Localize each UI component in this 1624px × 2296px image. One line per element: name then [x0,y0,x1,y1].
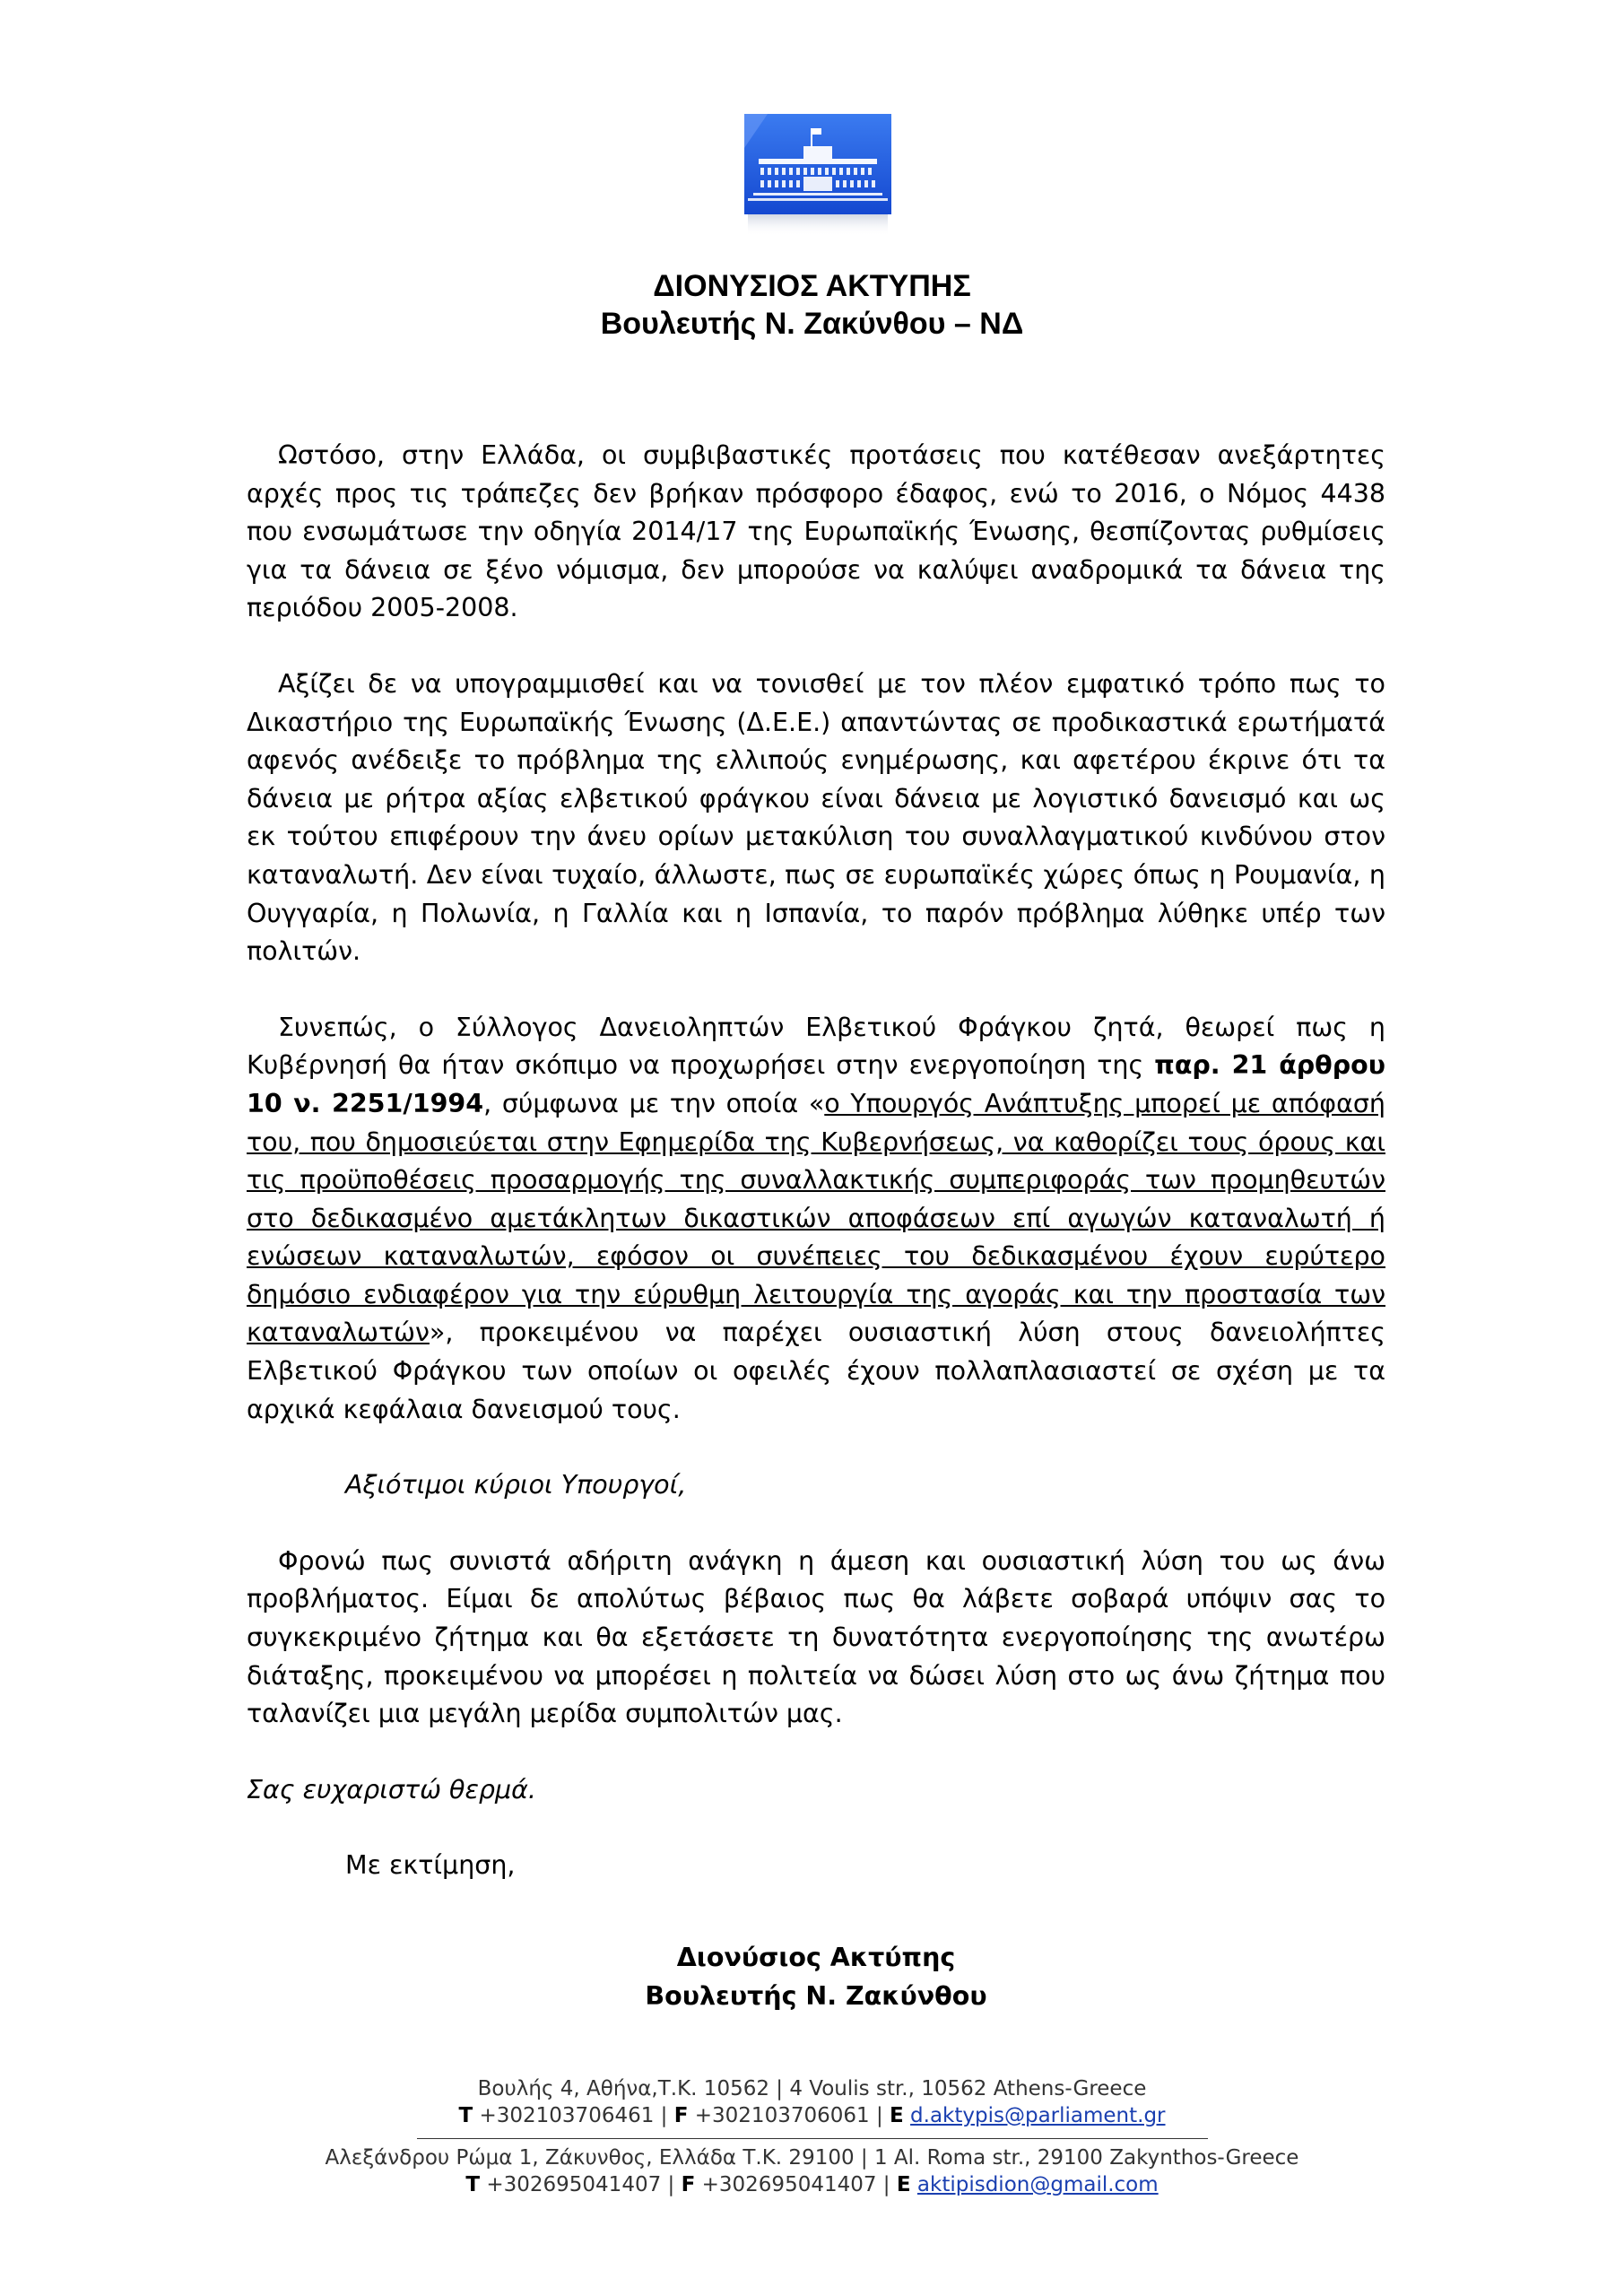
athens-contacts [0,2102,1624,2129]
letter-body [247,437,1385,1885]
email-link[interactable]: d.aktypis@parliament.gr [910,2104,1166,2127]
signature-title: Βουλευτής Ν. Ζακύνθου [645,1981,987,2011]
paragraph-text: Φρονώ πως συνιστά αδήριτη ανάγκη η άμεση και ουσιαστική λύση του ως άνω προβλήματος. Είμαι δε απολύτως βέβαιος πως θα λάβετε σοβαρά υπόψιν σας το συγκεκριμένο ζήτημα και θα εξετάσετε τη δυνατότητα ενεργοποίησης της ανωτέρω διάταξης, προκειμένου να μπορέσει η πολιτεία να δώσει λύση στο ως άνω ζήτημα που ταλανίζει μια μεγάλη μερίδα συμπολιτών μας. [247,1545,1385,1729]
author-title: Βουλευτής Ν. Ζακύνθου – ΝΔ [600,307,1024,341]
athens-address: Βουλής 4, Αθήνα,Τ.Κ. 10562 | 4 Voulis str., 10562 Athens-Greece [477,2077,1147,2100]
fax-number: +302695041407 | [701,2173,890,2196]
contact-footer [0,2075,1624,2198]
footer-divider [417,2138,1208,2139]
email-label: E [896,2173,911,2196]
body-paragraph [247,437,1385,628]
body-paragraph [247,1543,1385,1734]
signature-name: Διονύσιος Ακτύπης [676,1943,956,1972]
paragraph-text: Ωστόσο, στην Ελλάδα, οι συμβιβαστικές προτάσεις που κατέθεσαν ανεξάρτητες αρχές προς τις τράπεζες δεν βρήκαν πρόσφορο έδαφος, ενώ το 2016, ο Νόμος 4438 που ενσωμάτωσε την οδηγία 2014/17 της Ευρωπαϊκής Ένωσης, θεσπίζοντας ρυθμίσεις για τα δάνεια σε ξένο νόμισμα, δεν μπορούσε να καλύψει αναδρομικά τα δάνεια της περιόδου 2005-2008. [247,440,1385,623]
fax-label: F [673,2104,689,2127]
paragraph-text: Αξίζει δε να υπογραμμισθεί και να τονισθεί με τον πλέον εμφατικό τρόπο πως το Δικαστήριο της Ευρωπαϊκής Ένωσης (Δ.Ε.Ε.) απαντώντας σε προδικαστικά ερωτήματά αφενός ανέδειξε το πρόβλημα της ελλιπούς ενημέρωσης, και αφετέρου έκρινε ότι τα δάνεια με ρήτρα αξίας ελβετικού φράγκου είναι δάνεια με λογιστικό δανεισμό και ως εκ τούτου επιφέρουν την άνευ ορίων μετακύλιση του συναλλαγματικού κινδύνου στον καταναλωτή. Δεν είναι τυχαίο, άλλωστε, πως σε ευρωπαϊκές χώρες όπως η Ρουμανία, η Ουγγαρία, η Πολωνία, η Γαλλία και η Ισπανία, το παρόν πρόβλημα λύθηκε υπέρ των πολιτών. [247,668,1385,967]
author-name: ΔΙΟΝΥΣΙΟΣ ΑΚΤΥΠΗΣ [653,269,971,303]
phone-number: +302103706461 | [479,2104,668,2127]
email-link[interactable]: aktipisdion@gmail.com [916,2173,1159,2196]
paragraph-text: », προκειμένου να παρέχει ουσιαστική λύση στους δανειολήπτες Ελβετικού Φράγκου των οποίων οι οφειλές έχουν πολλαπλασιαστεί σε σχέση με τα αρχικά κεφάλαια δανεισμού τους. [247,1318,1385,1424]
phone-label: T [458,2104,473,2127]
email-label: E [890,2104,904,2127]
closing-thanks: Σας ευχαριστώ θερμά. [247,1774,536,1805]
signature-block [466,1938,1166,2015]
zakynthos-address: Αλεξάνδρου Ρώμα 1, Ζάκυνθος, Ελλάδα Τ.Κ. 29100 | 1 Al. Roma str., 29100 Zakynthos-Greece [325,2146,1299,2170]
zakynthos-contacts [0,2171,1624,2198]
closing-regards: Με εκτίμηση, [345,1850,516,1881]
bold-text: παρ. 21 άρθρου 10 ν. 2251/1994 [247,1050,1385,1118]
paragraph-text: Συνεπώς, ο Σύλλογος Δανειοληπτών Ελβετικού Φράγκου ζητά, θεωρεί πως η Κυβέρνησή θα ήταν σκόπιμο να προχωρήσει στην ενεργοποίηση της [247,1012,1385,1081]
phone-label: T [465,2173,481,2196]
underlined-quote: ο Υπουργός Ανάπτυξης μπορεί με απόφασή του, που δημοσιεύεται στην Εφημερίδα της Κυβερνήσεως, να καθορίζει τους όρους και τις προϋποθέσεις προσαρμογής της συναλλακτικής συμπεριφοράς των προμηθευτών στο δεδικασμένο αμετάκλητων δικαστικών αποφάσεων επί αγωγών καταναλωτή ή ενώσεων καταναλωτών, εφόσον οι συνέπειες του δεδικασμένου έχουν ευρύτερο δημόσιο ενδιαφέρον για την εύρυθμη λειτουργία της αγοράς και την προστασία των καταναλωτών [247,1088,1385,1348]
salutation: Αξιότιμοι κύριοι Υπουργοί, [345,1470,687,1500]
fax-label: F [681,2173,696,2196]
parliament-building-icon [741,112,895,239]
paragraph-text: , σύμφωνα με την οποία « [483,1088,825,1118]
fax-number: +302103706061 | [694,2104,883,2127]
letter-heading [0,267,1624,343]
body-paragraph [247,1009,1385,1430]
phone-number: +302695041407 | [486,2173,675,2196]
body-paragraph [247,665,1385,971]
